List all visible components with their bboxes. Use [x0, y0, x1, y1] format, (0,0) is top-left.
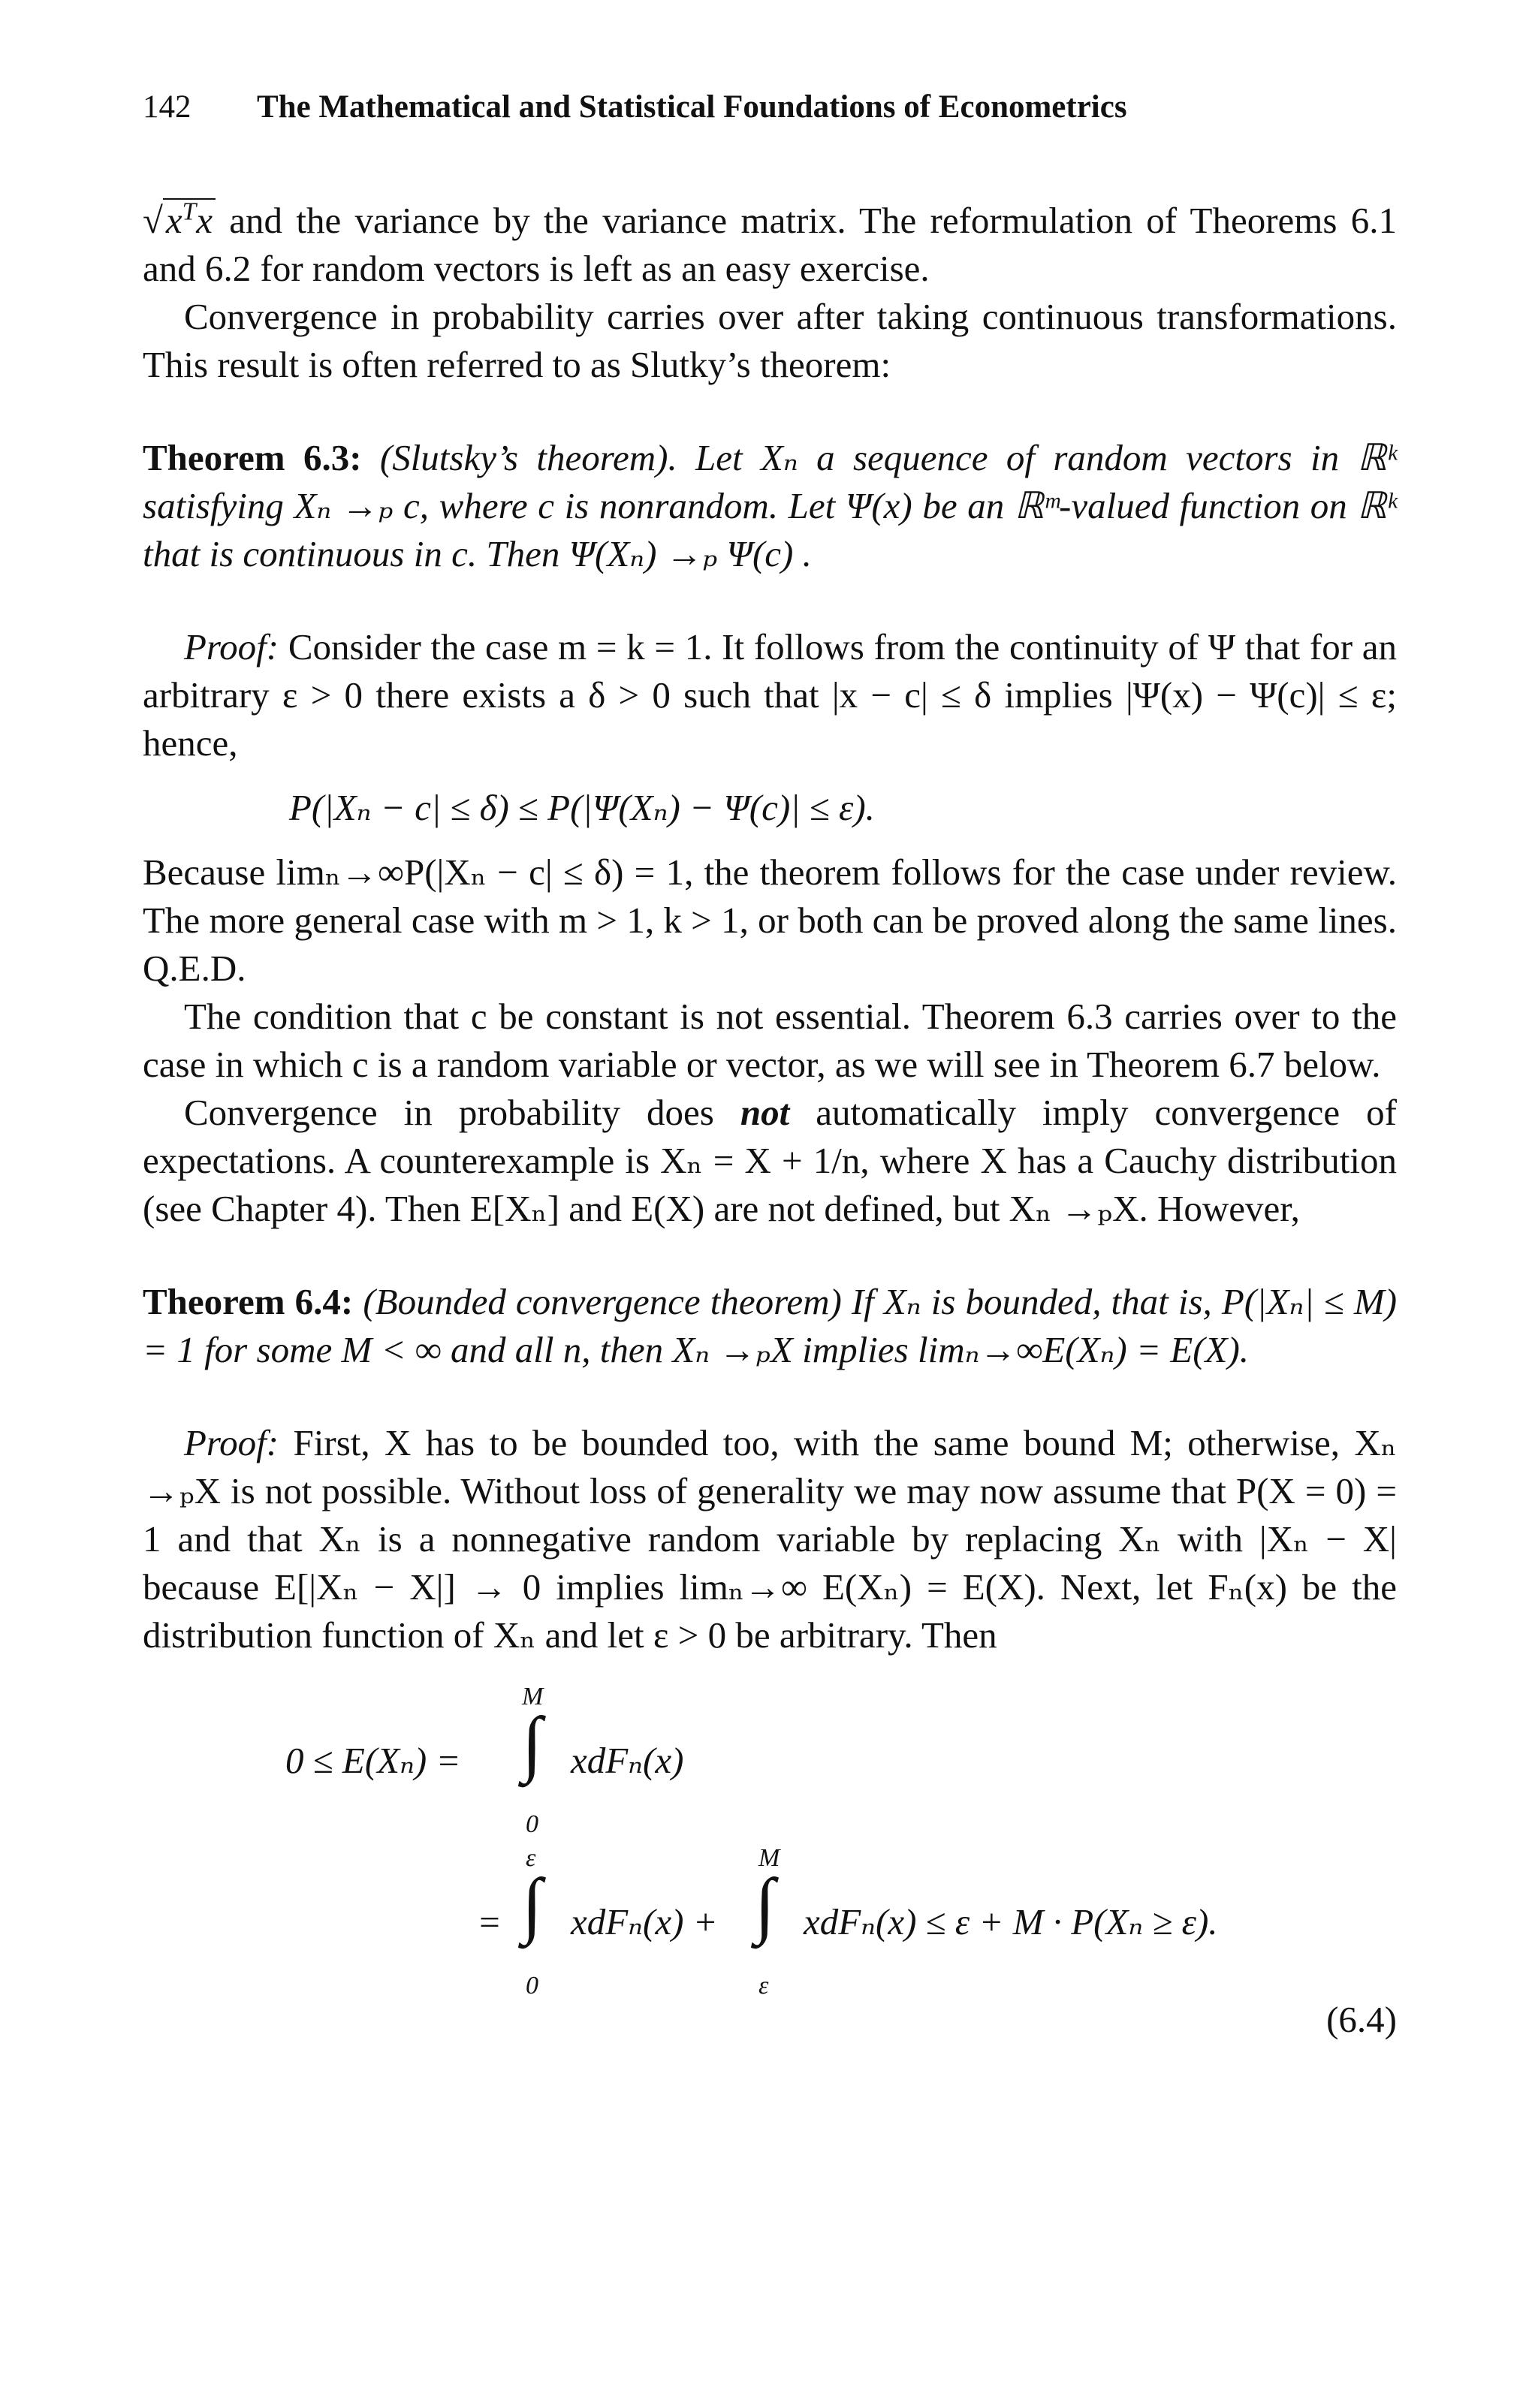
- eq-int3-lower: ε: [758, 1972, 769, 2000]
- eq-int1-upper: M: [522, 1683, 544, 1710]
- proof-6-4-text: First, X has to be bounded too, with the same bound M; otherwise, Xₙ →ₚX is not possible. Without loss of generality we may now assume that P(X = 0) = 1 and that Xₙ is a nonnegative random variable by replacing Xₙ with |Xₙ − X| because E[|Xₙ − X|] → 0 implies limₙ→∞ E(Xₙ) = E(X). Next, let Fₙ(x) be the distribution function of Xₙ and let ε > 0 be arbitrary. Then: [143, 1422, 1397, 1656]
- proof-6-3: [143, 623, 1397, 767]
- eq-line2-integrand2: xdFₙ(x) ≤ ε + M · P(Xₙ ≥ ε).: [804, 1901, 1218, 1942]
- theorem-6-3: [143, 434, 1397, 578]
- paragraph-4: The condition that c be constant is not essential. Theorem 6.3 carries over to the case in which c is a random variable or vector, as we will see in Theorem 6.7 below.: [143, 996, 1397, 1085]
- eq-int1-lower: 0: [526, 1810, 538, 1838]
- proof-6-4: [143, 1419, 1397, 1659]
- equation-6-4: [143, 1665, 1397, 2000]
- theorem-6-3-label: Theorem 6.3:: [143, 437, 362, 478]
- eq-line2-integrand1: xdFₙ(x) +: [571, 1901, 718, 1942]
- paragraph-5-end: automatically imply convergence of expectations. A counterexample is Xₙ = X + 1/n, where X has a Cauchy distribution (see Chapter 4). Then E[Xₙ] and E(X) are not defined, but Xₙ →ₚX. However,: [143, 1092, 1398, 1229]
- theorem-6-3-text: (Slutsky’s theorem). Let Xₙ a sequence of random vectors in ℝᵏ satisfying Xₙ →ₚ c, where c is nonrandom. Let Ψ(x) be an ℝᵐ-valued function on ℝᵏ that is continuous in c. Then Ψ(Xₙ) →ₚ Ψ(c) .: [143, 437, 1398, 574]
- paragraph-1: [143, 197, 1397, 293]
- running-header: [143, 89, 1127, 125]
- proof-label: Proof:: [184, 626, 279, 668]
- theorem-6-4-text: (Bounded convergence theorem) If Xₙ is bounded, that is, P(|Xₙ| ≤ M) = 1 for some M < ∞ and all n, then Xₙ →ₚX implies limₙ→∞E(Xₙ) = E(X).: [143, 1281, 1398, 1370]
- eq-int2-upper: ε: [526, 1844, 536, 1872]
- proof-label: Proof:: [184, 1422, 279, 1463]
- paragraph-5: [143, 1089, 1397, 1233]
- eq-line1-integrand: xdFₙ(x): [571, 1740, 684, 1781]
- proof-6-3-text: Consider the case m = k = 1. It follows from the continuity of Ψ that for an arbitrary ε > 0 there exists a δ > 0 such that |x − c| ≤ δ implies |Ψ(x) − Ψ(c)| ≤ ε; hence,: [143, 626, 1397, 764]
- eq-line1-lhs: 0 ≤ E(Xₙ) =: [285, 1740, 461, 1781]
- integral-sign-icon: ∫: [522, 1703, 542, 1784]
- paragraph-3: Because limₙ→∞P(|Xₙ − c| ≤ δ) = 1, the theorem follows for the case under review. The more general case with m > 1, k > 1, or both can be proved along the same lines. Q.E.D.: [143, 851, 1397, 989]
- eq-int3-upper: M: [758, 1844, 780, 1872]
- theorem-6-4: [143, 1278, 1397, 1374]
- eq-line2-equals: =: [477, 1901, 502, 1942]
- paragraph-2: Convergence in probability carries over after taking continuous transformations. This result is often referred to as Slutky’s theorem:: [143, 296, 1397, 385]
- page-number: 142: [143, 89, 191, 125]
- sqrt-expression: $√x^Tx$: [143, 197, 216, 245]
- emphasis-not: not: [740, 1092, 790, 1133]
- display-equation-1: P(|Xₙ − c| ≤ δ) ≤ P(|Ψ(Xₙ) − Ψ(c)| ≤ ε).: [289, 787, 875, 828]
- eq-int2-lower: 0: [526, 1972, 538, 2000]
- page-body: [143, 197, 1397, 2044]
- paragraph-1-text: and the variance by the variance matrix. The reformulation of Theorems 6.1 and 6.2 for random vectors is left as an easy exercise.: [143, 200, 1398, 289]
- theorem-6-4-label: Theorem 6.4:: [143, 1281, 354, 1322]
- paragraph-5-start: Convergence in probability does: [184, 1092, 740, 1133]
- integral-sign-icon: ∫: [522, 1864, 542, 1945]
- running-title: The Mathematical and Statistical Foundations of Econometrics: [257, 89, 1127, 125]
- equation-number: (6.4): [1326, 1999, 1397, 2040]
- integral-sign-icon: ∫: [755, 1864, 775, 1945]
